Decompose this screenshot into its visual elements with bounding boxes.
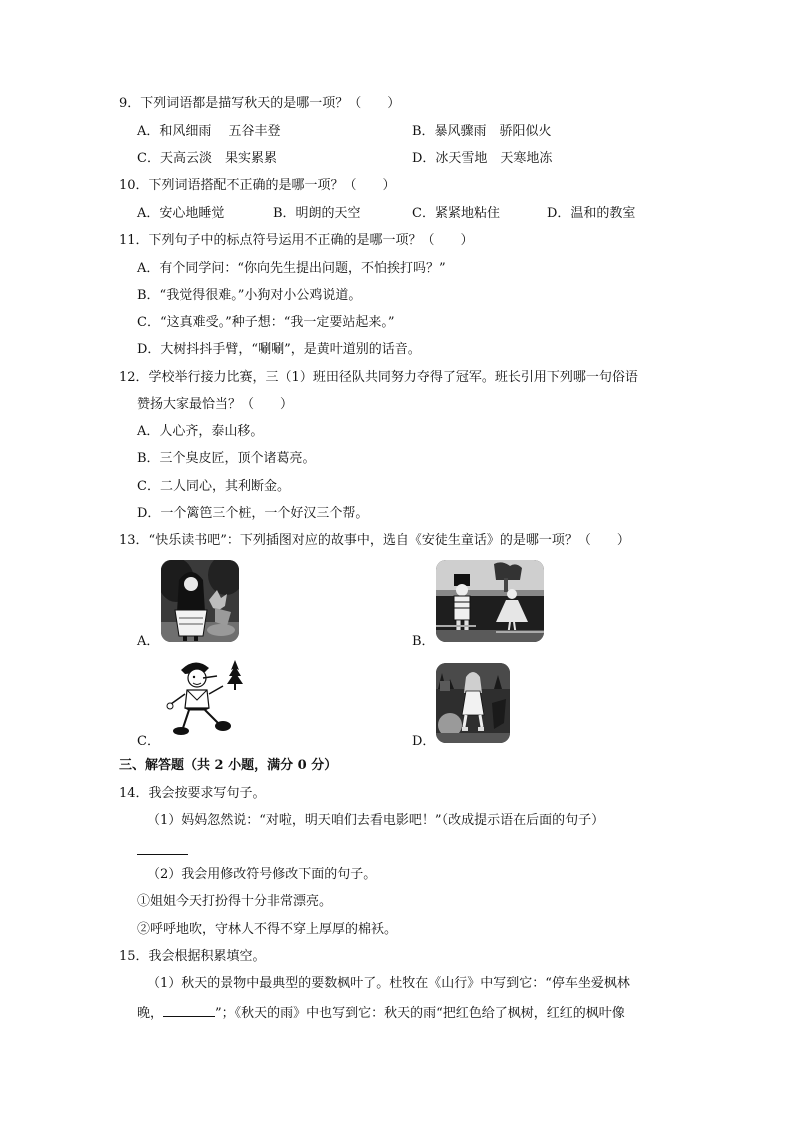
q15-poem-blank[interactable]	[163, 1004, 215, 1017]
q9-option-b[interactable]: B．暴风骤雨 骄阳似火	[412, 124, 552, 139]
q11-option-a[interactable]: A．有个同学问：“你向先生提出问题，不怕挨打吗？”	[137, 261, 446, 276]
q15-part1-line2	[137, 1004, 625, 1022]
q10-option-b[interactable]: B．明朗的天空	[273, 206, 361, 221]
q10-option-c[interactable]: C．紧紧地粘住	[412, 206, 500, 221]
red-riding-hood-image	[161, 560, 239, 642]
q12-option-a[interactable]: A．人心齐，泰山移。	[137, 424, 264, 439]
picture-d[interactable]	[436, 663, 510, 743]
q11-option-c[interactable]: C．“这真难受。”种子想：“我一定要站起来。”	[137, 315, 395, 330]
q14-stem: 14．我会按要求写句子。	[119, 786, 266, 801]
q11-stem: 11．下列句子中的标点符号运用不正确的是哪一项？（ ）	[119, 233, 474, 248]
q9-option-c[interactable]: C．天高云淡 果实累累	[137, 151, 277, 166]
q15-part1-line1: （1）秋天的景物中最典型的要数枫叶了。杜牧在《山行》中写到它：“停车坐爱枫林	[147, 976, 630, 991]
picture-b[interactable]	[436, 560, 544, 642]
q14-part1-answer-blank[interactable]	[137, 842, 188, 855]
pinocchio-image	[165, 656, 250, 738]
q13-option-c-label: C．	[137, 734, 160, 749]
picture-a[interactable]	[161, 560, 239, 642]
q12-stem-line2: 赞扬大家最恰当？（ ）	[137, 397, 294, 412]
q13-stem: 13．“快乐读书吧”：下列插图对应的故事中，选自《安徒生童话》的是哪一项？（ ）	[119, 533, 630, 548]
q10-option-d[interactable]: D．温和的教室	[547, 206, 636, 221]
q13-option-a-label: A．	[137, 634, 160, 649]
picture-c[interactable]	[165, 656, 250, 738]
q15-line2-prefix: 晚，	[137, 1006, 164, 1021]
q14-part1: （1）妈妈忽然说：“对啦，明天咱们去看电影吧！”（改成提示语在后面的句子）	[147, 813, 605, 828]
tin-soldier-image	[436, 560, 544, 642]
q13-option-b-label: B．	[412, 634, 435, 649]
q12-option-b[interactable]: B．三个臭皮匠，顶个诸葛亮。	[137, 451, 316, 466]
q14-part2: （2）我会用修改符号修改下面的句子。	[147, 867, 377, 882]
q11-option-d[interactable]: D．大树抖抖手臂，“唰唰”，是黄叶道别的话音。	[137, 342, 421, 357]
q9-option-a[interactable]: A．和风细雨 五谷丰登	[137, 124, 281, 139]
q9-option-d[interactable]: D．冰天雪地 天寒地冻	[412, 151, 553, 166]
fairy-figure-image	[436, 663, 510, 743]
q10-stem: 10．下列词语搭配不正确的是哪一项？（ ）	[119, 178, 396, 193]
q13-option-d-label: D．	[412, 734, 436, 749]
q15-line2-suffix: ”；《秋天的雨》中也写到它：秋天的雨“把红色给了枫树，红红的枫叶像	[215, 1006, 625, 1021]
q10-option-a[interactable]: A．安心地睡觉	[137, 206, 225, 221]
q9-stem: 9．下列词语都是描写秋天的是哪一项？（ ）	[119, 96, 401, 111]
q11-option-b[interactable]: B．“我觉得很难。”小狗对小公鸡说道。	[137, 288, 362, 303]
section-three-title: 三、解答题（共 2 小题，满分 0 分）	[119, 758, 338, 773]
q14-sentence-2: ②呼呼地吹，守林人不得不穿上厚厚的棉袄。	[137, 922, 398, 937]
q15-stem: 15．我会根据积累填空。	[119, 949, 266, 964]
q14-sentence-1: ①姐姐今天打扮得十分非常漂亮。	[137, 894, 333, 909]
q12-stem-line1: 12．学校举行接力比赛，三（1）班田径队共同努力夺得了冠军。班长引用下列哪一句俗语	[119, 370, 638, 385]
q12-option-d[interactable]: D．一个篱笆三个桩，一个好汉三个帮。	[137, 506, 369, 521]
q12-option-c[interactable]: C．二人同心，其利断金。	[137, 479, 290, 494]
